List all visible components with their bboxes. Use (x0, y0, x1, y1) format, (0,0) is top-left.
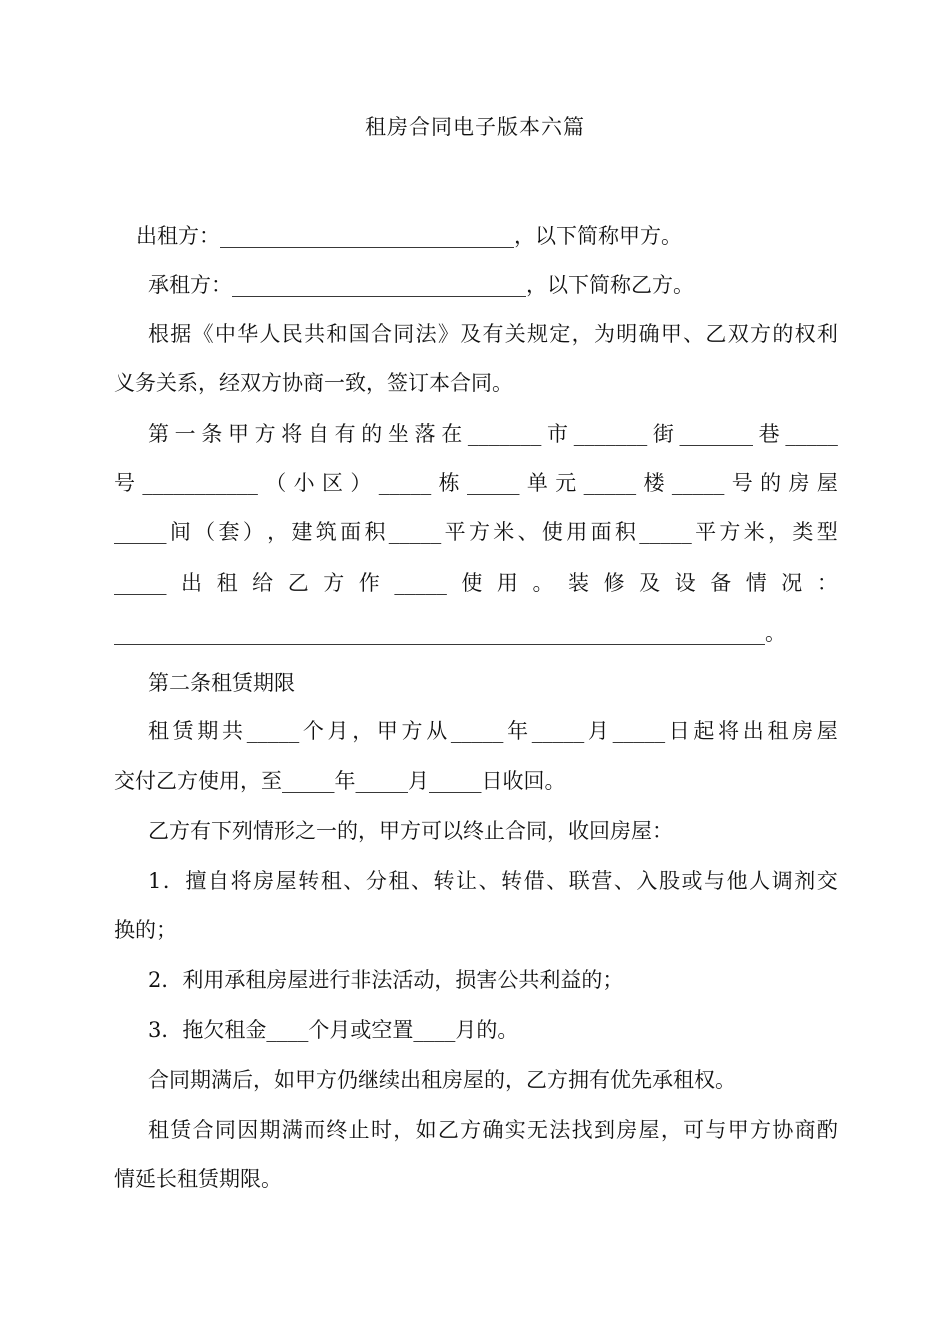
char: 米 (493, 520, 515, 544)
char: 月 (587, 719, 609, 743)
blank-field: _____ (467, 471, 520, 495)
char: 备 (710, 571, 732, 595)
char: 合 (370, 322, 392, 346)
char: 单 (526, 471, 548, 495)
char: 找 (571, 1118, 593, 1142)
char: 确 (482, 1118, 504, 1142)
char: 积 (364, 520, 386, 544)
char: 自 (307, 422, 329, 446)
char: （ (265, 471, 287, 495)
char: 筑 (315, 520, 337, 544)
char: 法 (415, 322, 437, 346)
char: ， (267, 520, 289, 544)
char: 股 (658, 869, 680, 893)
char: 与 (705, 1118, 727, 1142)
char: 。 (532, 571, 554, 595)
char: 的 (361, 422, 383, 446)
char: 人 (749, 869, 771, 893)
char: 方 (401, 719, 423, 743)
blank-field: _____ (114, 571, 167, 595)
char: 的 (772, 322, 794, 346)
termination-item-1-line-2: 换的； (114, 918, 177, 942)
char: 规 (527, 322, 549, 346)
blank-field: _____ (450, 719, 504, 743)
document-title: 租房合同电子版本六篇 (365, 115, 585, 139)
char: 起 (693, 719, 715, 743)
char: 方 (750, 322, 772, 346)
blank-field: _______ (573, 422, 648, 446)
char: 将 (718, 719, 740, 743)
char: 关 (504, 322, 526, 346)
article-2-heading: 第二条租赁期限 (148, 671, 295, 695)
char: 可 (683, 1118, 705, 1142)
char: 楼 (643, 471, 665, 495)
char: 时 (370, 1118, 392, 1142)
char: 止 (348, 1118, 370, 1142)
char: 人 (259, 322, 281, 346)
char: 同 (393, 322, 415, 346)
char: 1 (148, 869, 162, 893)
char: 市 (547, 422, 569, 446)
char: 情 (745, 571, 767, 595)
char: 街 (652, 422, 674, 446)
char: 甲 (376, 719, 398, 743)
char: 《 (192, 322, 214, 346)
char: 、 (410, 869, 432, 893)
char: 房 (792, 719, 814, 743)
char: 、 (343, 869, 365, 893)
blank-field: _____ (114, 520, 167, 544)
char: 房 (788, 471, 810, 495)
char: 使 (461, 571, 483, 595)
char: 赁 (170, 1118, 192, 1142)
char: 从 (426, 719, 448, 743)
article-1-line-5: ______________________________________________________________。 (114, 621, 786, 645)
char: 交 (816, 869, 838, 893)
char: 一 (174, 422, 196, 446)
char: 联 (568, 869, 590, 893)
char: 方 (254, 422, 276, 446)
preamble-line-2: 义务关系，经双方协商一致，签订本合同。 (114, 371, 513, 395)
char: 巷 (758, 422, 780, 446)
char: 方 (323, 571, 345, 595)
char: 国 (348, 322, 370, 346)
char: 屋 (816, 471, 838, 495)
char: ， (660, 1118, 682, 1142)
char: 用 (496, 571, 518, 595)
char: 屋 (816, 719, 838, 743)
char: 中 (214, 322, 236, 346)
char: 协 (772, 1118, 794, 1142)
char: 双 (727, 322, 749, 346)
char: 、 (683, 322, 705, 346)
char: 期 (259, 1118, 281, 1142)
article-1-line-1 (114, 419, 838, 449)
char: 定 (549, 322, 571, 346)
renewal-priority: 合同期满后，如甲方仍继续出租房屋的，乙方拥有优先承租权。 (148, 1068, 736, 1092)
char: ： (816, 571, 838, 595)
char: 有 (334, 422, 356, 446)
char: 如 (415, 1118, 437, 1142)
char: ） (350, 471, 372, 495)
char: 使 (541, 520, 563, 544)
char: 租 (148, 1118, 169, 1142)
char: 让 (456, 869, 478, 893)
char: 方 (468, 520, 490, 544)
char: 》 (437, 322, 459, 346)
char: 将 (230, 869, 252, 893)
article-2-line-2: 交付乙方使用，至_____年_____月_____日收回。 (114, 769, 566, 793)
char: 修 (603, 571, 625, 595)
article-1-line-4 (114, 568, 838, 598)
blank-field: _____ (378, 471, 432, 495)
extension-line-2: 情延长租赁期限。 (114, 1167, 282, 1191)
char: ， (571, 322, 593, 346)
char: 到 (593, 1118, 615, 1142)
char: 年 (507, 719, 529, 743)
char: 屋 (275, 869, 297, 893)
char: 实 (504, 1118, 526, 1142)
blank-field: _____ (785, 422, 838, 446)
blank-field: _____ (531, 719, 585, 743)
blank-field: _______ (679, 422, 753, 446)
char: 栋 (438, 471, 460, 495)
char: 方 (750, 1118, 772, 1142)
char: 及 (460, 322, 482, 346)
char: 租 (767, 719, 789, 743)
char: 有 (482, 322, 504, 346)
char: 在 (441, 422, 463, 446)
preamble-line-1 (114, 319, 838, 349)
lessor-line: 出租方：____________________________，以下简称甲方。 (136, 224, 682, 248)
char: 及 (639, 571, 661, 595)
char: 而 (304, 1118, 326, 1142)
blank-field: _____ (639, 520, 692, 544)
char: 根 (148, 322, 169, 346)
char: 擅 (185, 869, 207, 893)
char: 法 (549, 1118, 571, 1142)
char: 面 (340, 520, 362, 544)
char: 出 (742, 719, 764, 743)
char: 平 (695, 520, 717, 544)
char: 平 (444, 520, 466, 544)
char: 转 (433, 869, 455, 893)
char: 分 (365, 869, 387, 893)
char: 的 (760, 471, 782, 495)
lessee-line: 承租方：____________________________，以下简称乙方。 (148, 273, 694, 297)
char: 号 (731, 471, 753, 495)
char: 赁 (172, 719, 194, 743)
char: 转 (501, 869, 523, 893)
termination-item-1-line-1 (114, 866, 838, 896)
char: 元 (555, 471, 577, 495)
char: 为 (593, 322, 615, 346)
blank-field: _____ (583, 471, 637, 495)
char: 无 (527, 1118, 549, 1142)
char: 商 (794, 1118, 816, 1142)
article-1-line-3 (114, 517, 838, 547)
char: 租 (320, 869, 342, 893)
char: 借 (523, 869, 545, 893)
char: 营 (591, 869, 613, 893)
char: 甲 (727, 1118, 749, 1142)
blank-field: _____ (612, 719, 666, 743)
char: 共 (304, 322, 326, 346)
char: 租 (148, 719, 169, 743)
blank-field: _______ (467, 422, 542, 446)
blank-field: _____ (394, 571, 447, 595)
char: 共 (222, 719, 244, 743)
termination-item-2: 2．利用承租房屋进行非法活动，损害公共利益的； (148, 968, 624, 992)
char: 米 (743, 520, 765, 544)
char: 、 (517, 520, 539, 544)
char: 因 (237, 1118, 259, 1142)
char: 据 (170, 322, 192, 346)
char: 条 (201, 422, 223, 446)
char: 用 (566, 520, 588, 544)
char: 给 (252, 571, 274, 595)
article-2-line-1 (114, 716, 838, 746)
termination-item-3: 3．拖欠租金____个月或空置____月的。 (148, 1018, 519, 1042)
char: ） (242, 520, 264, 544)
char: 乙 (287, 571, 309, 595)
char: 华 (237, 322, 259, 346)
char: ， (768, 520, 790, 544)
char: 与 (704, 869, 726, 893)
char: 况 (781, 571, 803, 595)
char: ， (352, 719, 374, 743)
char: 间 (169, 520, 191, 544)
char: 乙 (705, 322, 727, 346)
char: 积 (614, 520, 636, 544)
char: 合 (192, 1118, 214, 1142)
char: 建 (291, 520, 313, 544)
char: 权 (794, 322, 816, 346)
blank-field: _____ (671, 471, 725, 495)
char: 他 (726, 869, 748, 893)
char: 个 (302, 719, 324, 743)
char: 方 (460, 1118, 482, 1142)
char: 装 (568, 571, 590, 595)
char: 自 (208, 869, 230, 893)
char: ． (162, 869, 184, 893)
char: 方 (719, 520, 741, 544)
extension-line-1 (114, 1115, 838, 1145)
char: 第 (148, 422, 169, 446)
char: 入 (636, 869, 658, 893)
char: 屋 (638, 1118, 660, 1142)
char: 套 (218, 520, 240, 544)
char: 利 (816, 322, 838, 346)
blank-field: _____ (388, 520, 442, 544)
char: 、 (613, 869, 635, 893)
char: 民 (281, 322, 303, 346)
char: 甲 (660, 322, 682, 346)
article-1-line-2 (114, 468, 838, 498)
char: 满 (281, 1118, 303, 1142)
char: 号 (114, 471, 135, 495)
char: 同 (214, 1118, 236, 1142)
char: 租 (216, 571, 238, 595)
char: 明 (616, 322, 638, 346)
char: 剂 (794, 869, 816, 893)
char: 乙 (437, 1118, 459, 1142)
blank-field: _____ (246, 719, 300, 743)
char: （ (194, 520, 216, 544)
char: 房 (253, 869, 275, 893)
char: 落 (414, 422, 436, 446)
termination-intro: 乙方有下列情形之一的，甲方可以终止合同，收回房屋： (148, 819, 673, 843)
char: 房 (616, 1118, 638, 1142)
blank-field: ___________ (142, 471, 258, 495)
char: 、 (478, 869, 500, 893)
char: 转 (298, 869, 320, 893)
char: ， (393, 1118, 415, 1142)
char: 调 (771, 869, 793, 893)
char: 坐 (387, 422, 409, 446)
char: 型 (816, 520, 838, 544)
char: 酌 (816, 1118, 838, 1142)
char: 租 (388, 869, 410, 893)
char: 小 (293, 471, 315, 495)
char: 类 (792, 520, 814, 544)
char: 出 (181, 571, 203, 595)
char: 区 (322, 471, 343, 495)
char: 作 (358, 571, 380, 595)
char: 、 (546, 869, 568, 893)
char: 终 (326, 1118, 348, 1142)
char: 面 (590, 520, 612, 544)
char: 确 (638, 322, 660, 346)
char: 甲 (227, 422, 249, 446)
char: 日 (668, 719, 690, 743)
char: 或 (681, 869, 703, 893)
char: 设 (674, 571, 696, 595)
char: 将 (281, 422, 303, 446)
char: 期 (197, 719, 219, 743)
char: 和 (326, 322, 348, 346)
char: 月 (327, 719, 349, 743)
